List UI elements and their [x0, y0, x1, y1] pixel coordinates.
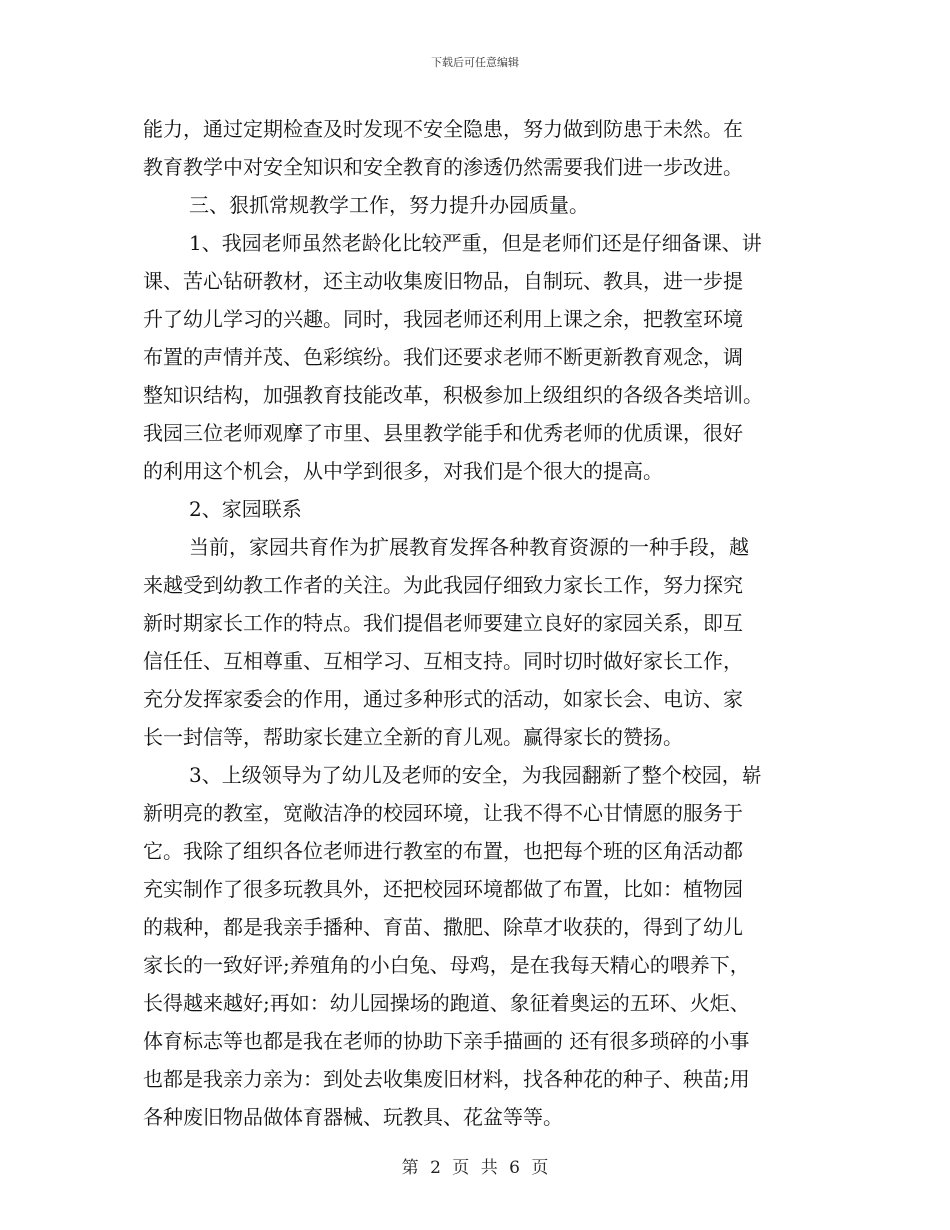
text-line: 当前，家园共育作为扩展教育发挥各种教育资源的一种手段，越	[189, 535, 749, 559]
text-line: 充实制作了很多玩教具外，还把校园环境都做了布置，比如：植物园	[143, 877, 743, 901]
text-line: 的栽种，都是我亲手播种、育苗、撒肥、除草才收获的，得到了幼儿	[143, 915, 743, 939]
text-line: 来越受到幼教工作者的关注。为此我园仔细致力家长工作，努力探究	[143, 573, 743, 597]
text-line: 各种废旧物品做体育器械、玩教具、花盆等等。	[143, 1105, 563, 1129]
text-line: 长一封信等，帮助家长建立全新的育儿观。赢得家长的赞扬。	[143, 725, 683, 749]
text-line: 充分发挥家委会的作用，通过多种形式的活动，如家长会、电访、家	[143, 687, 743, 711]
section-heading: 2、家园联系	[189, 497, 302, 521]
text-line: 也都是我亲力亲为：到处去收集废旧材料，找各种花的种子、秧苗;用	[143, 1067, 750, 1091]
text-line: 信任任、互相尊重、互相学习、互相支持。同时切时做好家长工作，	[143, 649, 743, 673]
text-line: 布置的声情并茂、色彩缤纷。我们还要求老师不断更新教育观念，调	[143, 345, 743, 369]
text-line: 体育标志等也都是我在老师的协助下亲手描画的 还有很多琐碎的小事	[143, 1029, 750, 1053]
text-line: 的利用这个机会，从中学到很多，对我们是个很大的提高。	[143, 459, 663, 483]
text-line: 能力，通过定期检查及时发现不安全隐患，努力做到防患于未然。在	[143, 117, 743, 141]
text-line: 教育教学中对安全知识和安全教育的渗透仍然需要我们进一步改进。	[143, 155, 743, 179]
text-line: 它。我除了组织各位老师进行教室的布置，也把每个班的区角活动都	[143, 839, 743, 863]
text-line: 家长的一致好评;养殖角的小白兔、母鸡，是在我每天精心的喂养下，	[143, 953, 750, 977]
document-body	[143, 110, 808, 1136]
text-line: 我园三位老师观摩了市里、县里教学能手和优秀老师的优质课，很好	[143, 421, 743, 445]
text-line: 课、苦心钻研教材，还主动收集废旧物品，自制玩、教具，进一步提	[143, 269, 743, 293]
text-line: 整知识结构，加强教育技能改革，积极参加上级组织的各级各类培训。	[143, 383, 763, 407]
text-line: 新时期家长工作的特点。我们提倡老师要建立良好的家园关系，即互	[143, 611, 743, 635]
section-heading: 三、狠抓常规教学工作，努力提升办园质量。	[189, 193, 589, 217]
page-number: 第 2 页 共 6 页	[401, 1158, 549, 1178]
text-line: 新明亮的教室，宽敞洁净的校园环境，让我不得不心甘情愿的服务于	[143, 801, 743, 825]
text-line: 3、上级领导为了幼儿及老师的安全，为我园翻新了整个校园，崭	[189, 763, 762, 787]
text-line: 升了幼儿学习的兴趣。同时，我园老师还利用上课之余，把教室环境	[143, 307, 743, 331]
text-line: 长得越来越好;再如：幼儿园操场的跑道、象征着奥运的五环、火炬、	[143, 991, 750, 1015]
text-line: 1、我园老师虽然老龄化比较严重，但是老师们还是仔细备课、讲	[189, 231, 762, 255]
page-header: 下载后可任意编辑	[431, 56, 519, 69]
